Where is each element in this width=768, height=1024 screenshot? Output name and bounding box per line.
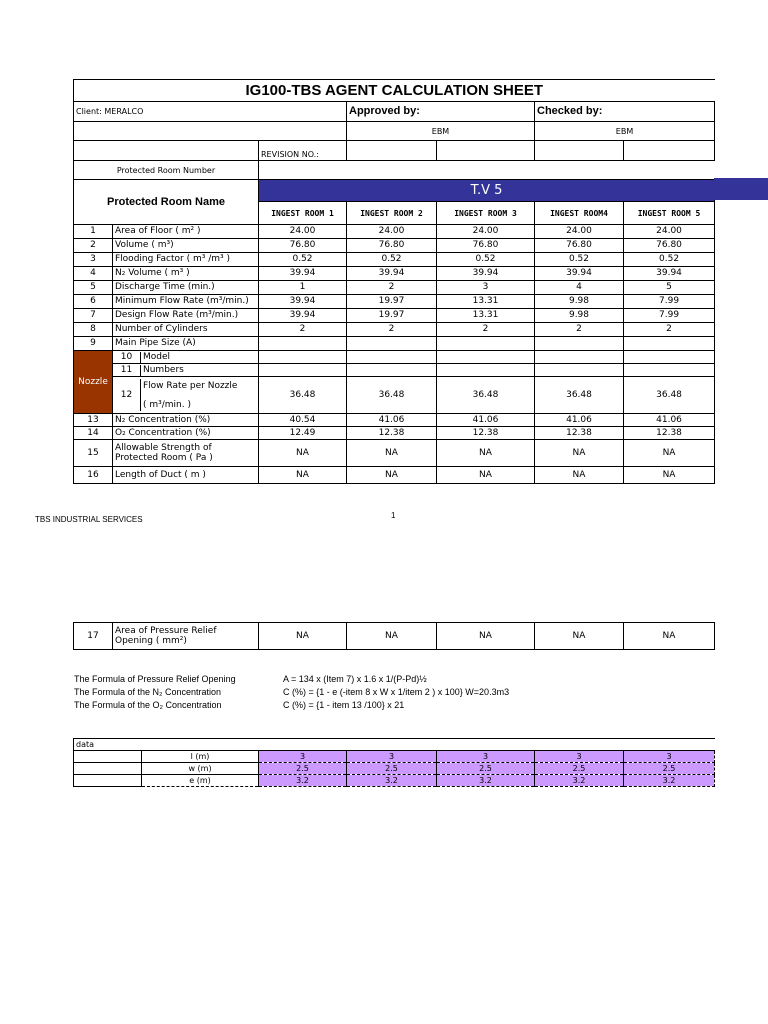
protected-room-name-label: Protected Room Name [74, 180, 259, 225]
row-number: 10 [113, 352, 141, 363]
formula-n2-label: The Formula of the N₂ Concentration [74, 687, 222, 697]
row-number: 9 [74, 337, 113, 351]
data-row-value: 3.2 [437, 775, 535, 787]
data-row-value: 3.2 [347, 775, 437, 787]
row-number: 17 [74, 623, 113, 650]
row-value: 5 [624, 281, 715, 295]
row-item [113, 440, 259, 467]
row-number: 6 [74, 295, 113, 309]
table-row [74, 351, 715, 364]
row-value: 76.80 [437, 239, 535, 253]
data-row [74, 763, 715, 775]
approved-by-label: Approved by: [347, 102, 535, 122]
row-value: 36.48 [437, 377, 535, 414]
data-row [74, 751, 715, 763]
row-value: 2 [347, 323, 437, 337]
room-header-1: INGEST ROOM 1 [259, 202, 347, 225]
row-number: 1 [74, 225, 113, 239]
row-value: 76.80 [347, 239, 437, 253]
table-row [74, 364, 715, 377]
row17-value-3: NA [437, 623, 535, 650]
row-value: 13.31 [437, 309, 535, 323]
row-value: 3 [437, 281, 535, 295]
row-value [347, 364, 437, 377]
footer-company: TBS INDUSTRIAL SERVICES [35, 515, 143, 524]
row-value [535, 364, 624, 377]
row-value [259, 364, 347, 377]
formula-pressure-relief-expr: A = 134 x (Item 7) x 1.6 x 1/(P-Pd)½ [283, 674, 427, 684]
data-row-blank [74, 763, 142, 775]
data-row-value: 3 [347, 751, 437, 763]
row-value: 19.97 [347, 309, 437, 323]
row-value: 0.52 [535, 253, 624, 267]
protected-room-number-label: Protected Room Number [74, 161, 259, 180]
row-value [624, 337, 715, 351]
row-value [437, 351, 535, 364]
row-value: 9.98 [535, 309, 624, 323]
row-item: Area of Floor ( m² ) [113, 225, 259, 239]
row-item: Volume ( m³) [113, 239, 259, 253]
row-item: Discharge Time (min.) [113, 281, 259, 295]
row-value: NA [437, 467, 535, 484]
row17-value-2: NA [347, 623, 437, 650]
row-value: 2 [437, 323, 535, 337]
row-value: 0.52 [437, 253, 535, 267]
row-value: 76.80 [624, 239, 715, 253]
data-row-value: 2.5 [259, 763, 347, 775]
row-item [113, 623, 259, 650]
row-value: 0.52 [347, 253, 437, 267]
formula-n2-expr: C (%) = {1 - e (-item 8 x W x 1/item 2 ) x 100} W=20.3m3 [283, 687, 510, 697]
row-value [259, 351, 347, 364]
row-value: 41.06 [535, 414, 624, 427]
row-item: Main Pipe Size (A) [113, 337, 259, 351]
table-row [74, 414, 715, 427]
row-value: 0.52 [259, 253, 347, 267]
row-value: 41.06 [437, 414, 535, 427]
row-value: 1 [259, 281, 347, 295]
row-value: 39.94 [347, 267, 437, 281]
row-value: 2 [347, 281, 437, 295]
row-value: 7.99 [624, 309, 715, 323]
checked-by-label: Checked by: [535, 102, 715, 122]
table-row [74, 267, 715, 281]
calculation-sheet-table [73, 79, 715, 484]
nozzle-subrow [113, 351, 259, 364]
table-row [74, 337, 715, 351]
room-header-5: INGEST ROOM 5 [624, 202, 715, 225]
row-value: 12.38 [624, 427, 715, 440]
row-value: NA [259, 440, 347, 467]
room-header-4: INGEST ROOM4 [535, 202, 624, 225]
data-row-value: 2.5 [437, 763, 535, 775]
row-item-line1: Flow Rate per Nozzle [143, 381, 238, 391]
tv-band-extension [714, 178, 768, 200]
row-value: 13.31 [437, 295, 535, 309]
row-value: 41.06 [347, 414, 437, 427]
row-value: 36.48 [259, 377, 347, 414]
row17-value-1: NA [259, 623, 347, 650]
data-row-value: 3 [437, 751, 535, 763]
table-row [74, 377, 715, 414]
row-value: 2 [535, 323, 624, 337]
data-row-name: l (m) [142, 751, 259, 763]
row-value: 2 [259, 323, 347, 337]
row-value: 39.94 [624, 267, 715, 281]
row-value: 39.94 [259, 309, 347, 323]
table-row [74, 225, 715, 239]
row-value: 39.94 [437, 267, 535, 281]
data-rows [74, 751, 715, 787]
row-item: N₂ Volume ( m³ ) [113, 267, 259, 281]
row-number: 11 [113, 365, 141, 376]
footer-page-number: 1 [391, 511, 396, 520]
row-value: 24.00 [347, 225, 437, 239]
data-row [74, 775, 715, 787]
row-value: NA [624, 467, 715, 484]
approved-name: EBM [347, 122, 535, 141]
data-row-value: 3 [259, 751, 347, 763]
pressure-relief-table [73, 622, 715, 650]
row-item: N₂ Concentration (%) [113, 414, 259, 427]
row-item-line2: Protected Room ( Pa ) [115, 453, 213, 463]
data-row-value: 3.2 [535, 775, 624, 787]
row-value: NA [535, 440, 624, 467]
room-header-3: INGEST ROOM 3 [437, 202, 535, 225]
row-number: 15 [74, 440, 113, 467]
row-value: 7.99 [624, 295, 715, 309]
data-row-value: 2.5 [624, 763, 715, 775]
row-number: 7 [74, 309, 113, 323]
row-value: NA [437, 440, 535, 467]
row-item: Length of Duct ( m ) [113, 467, 259, 484]
row-item: Minimum Flow Rate (m³/min.) [113, 295, 259, 309]
row-value: 0.52 [624, 253, 715, 267]
row-value [437, 364, 535, 377]
data-row-value: 2.5 [535, 763, 624, 775]
row-value: 41.06 [624, 414, 715, 427]
data-row-blank [74, 751, 142, 763]
row17-value-4: NA [535, 623, 624, 650]
table-row [74, 323, 715, 337]
row-value [347, 351, 437, 364]
data-row-value: 3 [624, 751, 715, 763]
row-item-line2: Opening ( mm²) [115, 636, 187, 646]
row-value: 12.38 [535, 427, 624, 440]
row-value: 12.38 [347, 427, 437, 440]
table-row [74, 427, 715, 440]
sheet-title: IG100-TBS AGENT CALCULATION SHEET [74, 80, 715, 102]
row-number: 3 [74, 253, 113, 267]
row17-value-5: NA [624, 623, 715, 650]
row-value: 39.94 [259, 295, 347, 309]
row-value: 24.00 [437, 225, 535, 239]
table-row [74, 309, 715, 323]
row-value: 36.48 [535, 377, 624, 414]
data-row-value: 3 [535, 751, 624, 763]
data-table-label: data [74, 739, 715, 751]
row-value: 24.00 [535, 225, 624, 239]
row-item: Numbers [143, 364, 184, 375]
data-row-name: e (m) [142, 775, 259, 787]
row-value [347, 337, 437, 351]
row-number: 13 [74, 414, 113, 427]
formula-o2-expr: C (%) = {1 - item 13 /100} x 21 [283, 700, 405, 710]
row-value [535, 351, 624, 364]
row-value: 12.38 [437, 427, 535, 440]
row-number: 4 [74, 267, 113, 281]
table-row [74, 281, 715, 295]
row-item: O₂ Concentration (%) [113, 427, 259, 440]
row-value: 19.97 [347, 295, 437, 309]
row-value: NA [347, 467, 437, 484]
row-number: 8 [74, 323, 113, 337]
row-item-line1: Area of Pressure Relief [115, 626, 217, 636]
row-item-line1: Allowable Strength of [115, 443, 212, 453]
row-value: 4 [535, 281, 624, 295]
table-row [74, 440, 715, 467]
calc-rows [74, 225, 715, 484]
nozzle-label: Nozzle [74, 351, 113, 414]
formula-o2-label: The Formula of the O₂ Concentration [74, 700, 222, 710]
data-row-blank [74, 775, 142, 787]
formula-pressure-relief-label: The Formula of Pressure Relief Opening [74, 674, 236, 684]
row-value: 24.00 [259, 225, 347, 239]
row-value: NA [535, 467, 624, 484]
row-value: NA [259, 467, 347, 484]
revision-label: REVISION NO.: [259, 141, 347, 161]
row-item [141, 379, 237, 411]
row-value: 76.80 [535, 239, 624, 253]
row-value [437, 337, 535, 351]
row-value: 39.94 [535, 267, 624, 281]
row-number: 16 [74, 467, 113, 484]
row-item: Number of Cylinders [113, 323, 259, 337]
table-row [74, 239, 715, 253]
row-item: Model [143, 351, 171, 362]
nozzle-subrow [113, 364, 259, 377]
table-row [74, 467, 715, 484]
row-value: NA [347, 440, 437, 467]
row-value: 39.94 [259, 267, 347, 281]
row-item: Flooding Factor ( m³ /m³ ) [113, 253, 259, 267]
row-value: 36.48 [624, 377, 715, 414]
table-row [74, 253, 715, 267]
data-row-value: 3.2 [624, 775, 715, 787]
row-number: 2 [74, 239, 113, 253]
room-header-2: INGEST ROOM 2 [347, 202, 437, 225]
row-number: 14 [74, 427, 113, 440]
row-value [535, 337, 624, 351]
row-value: 24.00 [624, 225, 715, 239]
row-item: Design Flow Rate (m³/min.) [113, 309, 259, 323]
row-value: NA [624, 440, 715, 467]
tv-band: T.V 5 [259, 180, 715, 202]
row-value: 36.48 [347, 377, 437, 414]
row-value: 76.80 [259, 239, 347, 253]
client-cell: Client: MERALCO [74, 102, 347, 122]
dimension-data-table [73, 738, 715, 787]
checked-name: EBM [535, 122, 715, 141]
row-item-line2: ( m³/min. ) [143, 400, 191, 410]
data-row-name: w (m) [142, 763, 259, 775]
row-value: 40.54 [259, 414, 347, 427]
data-row-value: 2.5 [347, 763, 437, 775]
row-value: 2 [624, 323, 715, 337]
row-number: 5 [74, 281, 113, 295]
row-value [259, 337, 347, 351]
row-value: 12.49 [259, 427, 347, 440]
row-value [624, 351, 715, 364]
nozzle-subrow [113, 377, 259, 414]
row-number: 12 [113, 379, 141, 411]
table-row [74, 295, 715, 309]
data-row-value: 3.2 [259, 775, 347, 787]
row-value [624, 364, 715, 377]
row-value: 9.98 [535, 295, 624, 309]
